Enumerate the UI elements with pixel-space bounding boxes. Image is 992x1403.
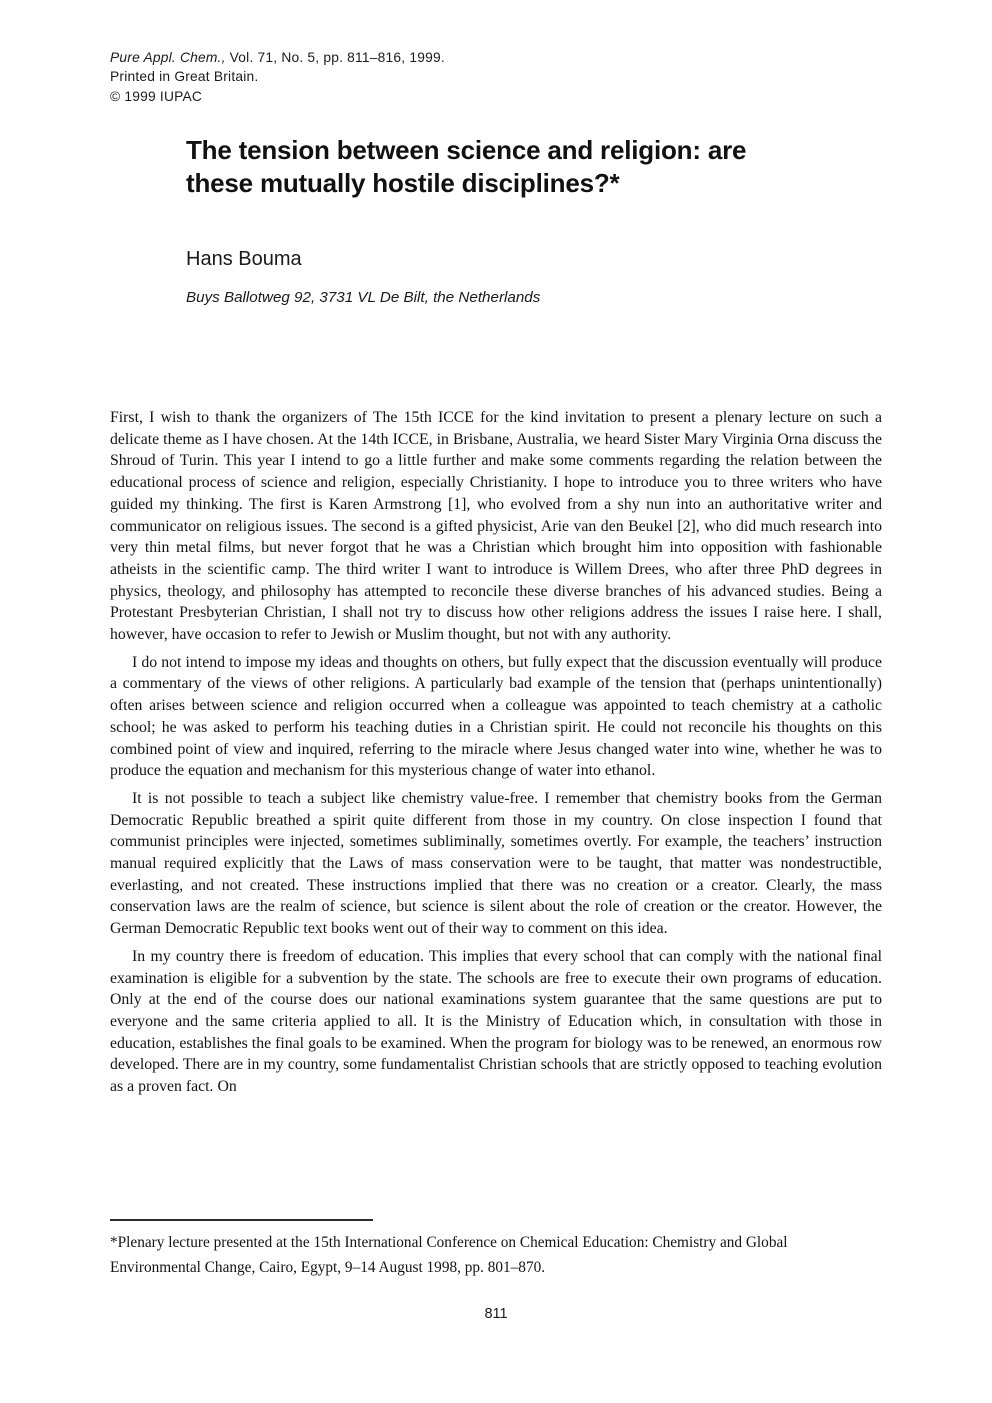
printed-in-line: Printed in Great Britain.	[110, 69, 259, 85]
journal-citation	[110, 48, 445, 67]
journal-name: Pure Appl. Chem.,	[110, 50, 226, 65]
journal-citation-rest: Vol. 71, No. 5, pp. 811–816, 1999.	[225, 50, 445, 65]
body-paragraph-3: It is not possible to teach a subject like chemistry value-free. I remember that chemistry books from the German Democratic Republic breathed a spirit quite different from those in my country. On close inspection I found that communist principles were injected, sometimes subliminally, sometimes overtly. For example, the teachers’ instruction manual required explicitly that the Laws of mass conservation were to be taught, that matter was nondestructible, everlasting, and not created. These instructions implied that there was no creation or a creator. Clearly, the mass conservation laws are the realm of science, but science is silent about the role of creation or the creator. However, the German Democratic Republic text books went out of their way to comment on this idea.	[110, 789, 882, 938]
article-body	[110, 407, 882, 1098]
body-paragraph-1: First, I wish to thank the organizers of The 15th ICCE for the kind invitation to present a plenary lecture on such a delicate theme as I have chosen. At the 14th ICCE, in Brisbane, Australia, we heard Sister Mary Virginia Orna discuss the Shroud of Turin. This year I intend to go a little further and make some comments regarding the relation between the educational process of science and religion, especially Christianity. I hope to introduce you to three writers who have guided my thinking. The first is Karen Armstrong [1], who evolved from a shy nun into an authoritative writer and communicator on religious issues. The second is a gifted physicist, Arie van den Beukel [2], who did much research into very thin metal films, but never forgot that he was a Christian which brought him into opposition with fashionable atheists in the scientific camp. The third writer I want to introduce is Willem Drees, who after three PhD degrees in physics, theology, and philosophy has attempted to reconcile these diverse branches of his advanced studies. Being a Protestant Presbyterian Christian, I shall not try to discuss how other religions address the issues I raise here. I shall, however, have occasion to refer to Jewish or Muslim thought, but not with any authority.	[110, 409, 882, 644]
page-number: 811	[484, 1306, 508, 1322]
article-title	[186, 134, 746, 199]
article-title-line-2: these mutually hostile disciplines?*	[186, 167, 620, 198]
body-paragraph-2: I do not intend to impose my ideas and thoughts on others, but fully expect that the discussion eventually will produce a commentary of the views of other religions. A particularly bad example of the tension that (perhaps unintentionally) often arises between science and religion occurred when a colleague was appointed to teach chemistry at a catholic school; he was asked to perform his teaching duties in a Christian spirit. He could not reconcile his thoughts on this combined point of view and inquired, referring to the miracle where Jesus changed water into wine, whether he was to produce the equation and mechanism for this mysterious change of water into ethanol.	[110, 653, 882, 780]
journal-header	[110, 48, 445, 106]
article-title-line-1: The tension between science and religion: are	[186, 135, 747, 165]
author-affiliation: Buys Ballotweg 92, 3731 VL De Bilt, the Netherlands	[186, 289, 541, 306]
footnote-section	[110, 1219, 882, 1280]
footnote-text: *Plenary lecture presented at the 15th International Conference on Chemical Education: Chemistry and Global Environmental Change, Cairo, Egypt, 9–14 August 1998, pp. 801–870.	[110, 1234, 788, 1276]
author-name: Hans Bouma	[186, 248, 302, 270]
body-paragraph-4: In my country there is freedom of education. This implies that every school that can comply with the national final examination is eligible for a subvention by the state. The schools are free to execute their own programs of education. Only at the end of the course does our national examinations system guarantee that the same questions are put to everyone and the same criteria applied to all. It is the Ministry of Education which, in consultation with those in education, establishes the final goals to be examined. When the program for biology was to be renewed, an enormous row developed. There are in my country, some fundamentalist Christian schools that are strictly opposed to teaching evolution as a proven fact. On	[110, 947, 882, 1096]
footnote-divider	[110, 1219, 373, 1221]
copyright-line: © 1999 IUPAC	[110, 88, 203, 104]
